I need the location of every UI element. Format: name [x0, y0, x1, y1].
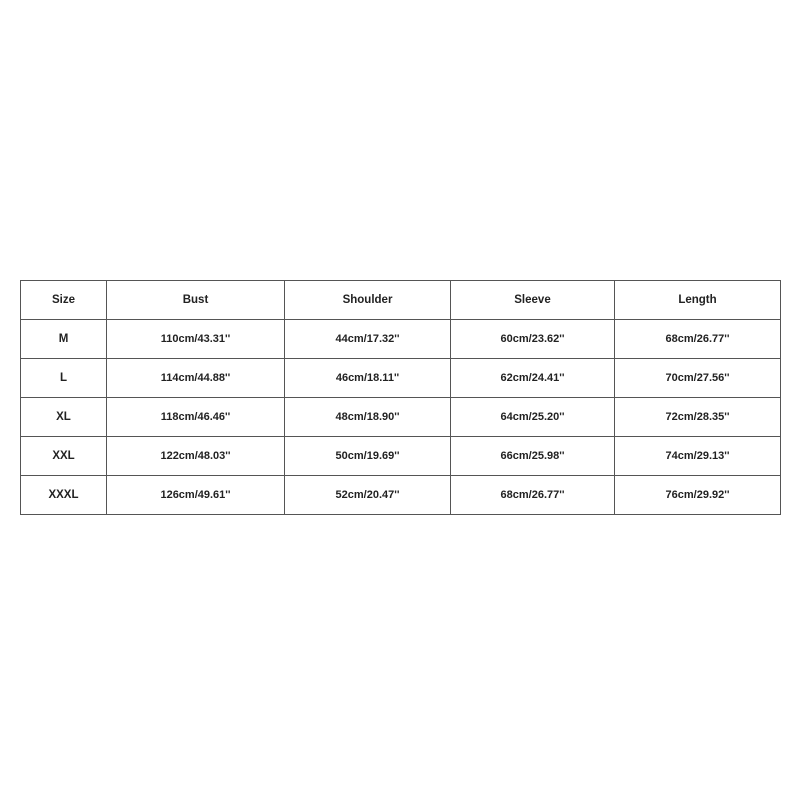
shoulder-cell: 48cm/18.90'' — [285, 398, 451, 437]
header-shoulder: Shoulder — [285, 281, 451, 320]
size-cell: M — [21, 320, 107, 359]
sleeve-cell: 68cm/26.77'' — [451, 476, 615, 515]
size-chart-table — [20, 280, 781, 515]
table-row — [21, 437, 781, 476]
length-cell: 72cm/28.35'' — [615, 398, 781, 437]
sleeve-cell: 66cm/25.98'' — [451, 437, 615, 476]
shoulder-cell: 52cm/20.47'' — [285, 476, 451, 515]
header-size: Size — [21, 281, 107, 320]
header-row — [21, 281, 781, 320]
length-cell: 74cm/29.13'' — [615, 437, 781, 476]
sleeve-cell: 64cm/25.20'' — [451, 398, 615, 437]
bust-cell: 118cm/46.46'' — [107, 398, 285, 437]
table-row — [21, 320, 781, 359]
shoulder-cell: 44cm/17.32'' — [285, 320, 451, 359]
table-row — [21, 398, 781, 437]
bust-cell: 114cm/44.88'' — [107, 359, 285, 398]
header-length: Length — [615, 281, 781, 320]
bust-cell: 122cm/48.03'' — [107, 437, 285, 476]
bust-cell: 110cm/43.31'' — [107, 320, 285, 359]
sleeve-cell: 60cm/23.62'' — [451, 320, 615, 359]
length-cell: 70cm/27.56'' — [615, 359, 781, 398]
header-bust: Bust — [107, 281, 285, 320]
length-cell: 76cm/29.92'' — [615, 476, 781, 515]
shoulder-cell: 50cm/19.69'' — [285, 437, 451, 476]
table-row — [21, 359, 781, 398]
shoulder-cell: 46cm/18.11'' — [285, 359, 451, 398]
length-cell: 68cm/26.77'' — [615, 320, 781, 359]
size-cell: XL — [21, 398, 107, 437]
size-cell: L — [21, 359, 107, 398]
sleeve-cell: 62cm/24.41'' — [451, 359, 615, 398]
header-sleeve: Sleeve — [451, 281, 615, 320]
table-row — [21, 476, 781, 515]
bust-cell: 126cm/49.61'' — [107, 476, 285, 515]
size-cell: XXXL — [21, 476, 107, 515]
size-cell: XXL — [21, 437, 107, 476]
